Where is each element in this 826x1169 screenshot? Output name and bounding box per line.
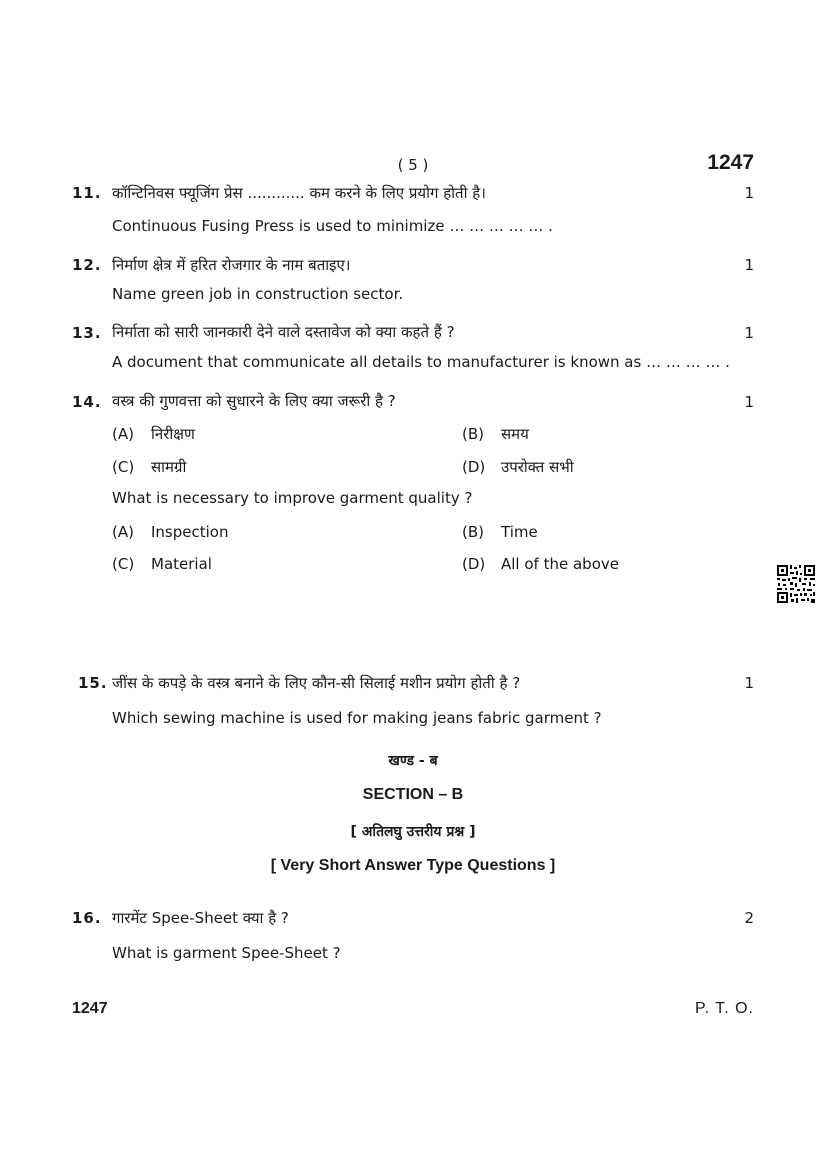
question-marks: 1 bbox=[744, 324, 754, 342]
option-text: सामग्री bbox=[151, 458, 187, 476]
question-number: 15. bbox=[78, 674, 108, 692]
section-subtitle: [ Very Short Answer Type Questions ] bbox=[270, 857, 556, 874]
section-subtitle-hindi: [ अतिलघु उत्तरीय प्रश्न ] bbox=[350, 824, 476, 840]
question-number: 16. bbox=[72, 909, 102, 927]
question-number: 12. bbox=[72, 256, 102, 274]
question-text-hindi: गारमेंट Spee-Sheet क्या है ? bbox=[112, 909, 289, 927]
question-number: 13. bbox=[72, 324, 102, 342]
option-letter: (A) bbox=[112, 425, 134, 443]
option-letter: (B) bbox=[462, 425, 484, 443]
section-title: SECTION – B bbox=[362, 786, 464, 803]
option-text: Time bbox=[501, 523, 538, 541]
option-letter: (C) bbox=[112, 555, 135, 573]
section-title-hindi: खण्ड - ब bbox=[388, 753, 438, 769]
question-marks: 1 bbox=[744, 674, 754, 692]
question-text-hindi: कॉन्टिनिवस फ्यूजिंग प्रेस ............ कम करने के लिए प्रयोग होती है। bbox=[112, 184, 486, 202]
option-text: Material bbox=[151, 555, 212, 573]
question-marks: 1 bbox=[744, 184, 754, 202]
option-text: Inspection bbox=[151, 523, 229, 541]
option-letter: (A) bbox=[112, 523, 134, 541]
option-letter: (B) bbox=[462, 523, 484, 541]
option-text: समय bbox=[501, 425, 529, 443]
page-turn-over: P. T. O. bbox=[695, 1000, 754, 1017]
question-text-hindi: वस्त्र की गुणवत्ता को सुधारने के लिए क्या जरूरी है ? bbox=[112, 392, 396, 410]
question-text-english: Continuous Fusing Press is used to minimize … … … … … . bbox=[112, 217, 553, 235]
question-text-english: Name green job in construction sector. bbox=[112, 285, 404, 303]
footer-paper-code: 1247 bbox=[72, 1000, 108, 1017]
question-number: 11. bbox=[72, 184, 102, 202]
option-letter: (D) bbox=[462, 555, 486, 573]
qr-code-icon bbox=[776, 564, 816, 604]
option-letter: (C) bbox=[112, 458, 135, 476]
paper-code: 1247 bbox=[707, 151, 754, 174]
option-text: उपरोक्त सभी bbox=[501, 458, 574, 476]
question-text-hindi: जींस के कपड़े के वस्त्र बनाने के लिए कौन-सी सिलाई मशीन प्रयोग होती है ? bbox=[112, 674, 521, 692]
page-number: ( 5 ) bbox=[397, 156, 429, 174]
question-text-hindi: निर्माता को सारी जानकारी देने वाले दस्तावेज को क्या कहते हैं ? bbox=[112, 323, 455, 341]
question-text-english: A document that communicate all details to manufacturer is known as … … … … . bbox=[112, 353, 730, 371]
question-text-english: What is garment Spee-Sheet ? bbox=[112, 944, 341, 962]
option-text: All of the above bbox=[501, 555, 619, 573]
question-marks: 1 bbox=[744, 256, 754, 274]
question-text-hindi: निर्माण क्षेत्र में हरित रोजगार के नाम बताइए। bbox=[112, 256, 351, 274]
question-marks: 2 bbox=[744, 909, 754, 927]
option-text: निरीक्षण bbox=[151, 425, 195, 443]
question-number: 14. bbox=[72, 393, 102, 411]
option-letter: (D) bbox=[462, 458, 486, 476]
question-text-english: What is necessary to improve garment quality ? bbox=[112, 489, 473, 507]
question-text-english: Which sewing machine is used for making jeans fabric garment ? bbox=[112, 709, 602, 727]
question-marks: 1 bbox=[744, 393, 754, 411]
